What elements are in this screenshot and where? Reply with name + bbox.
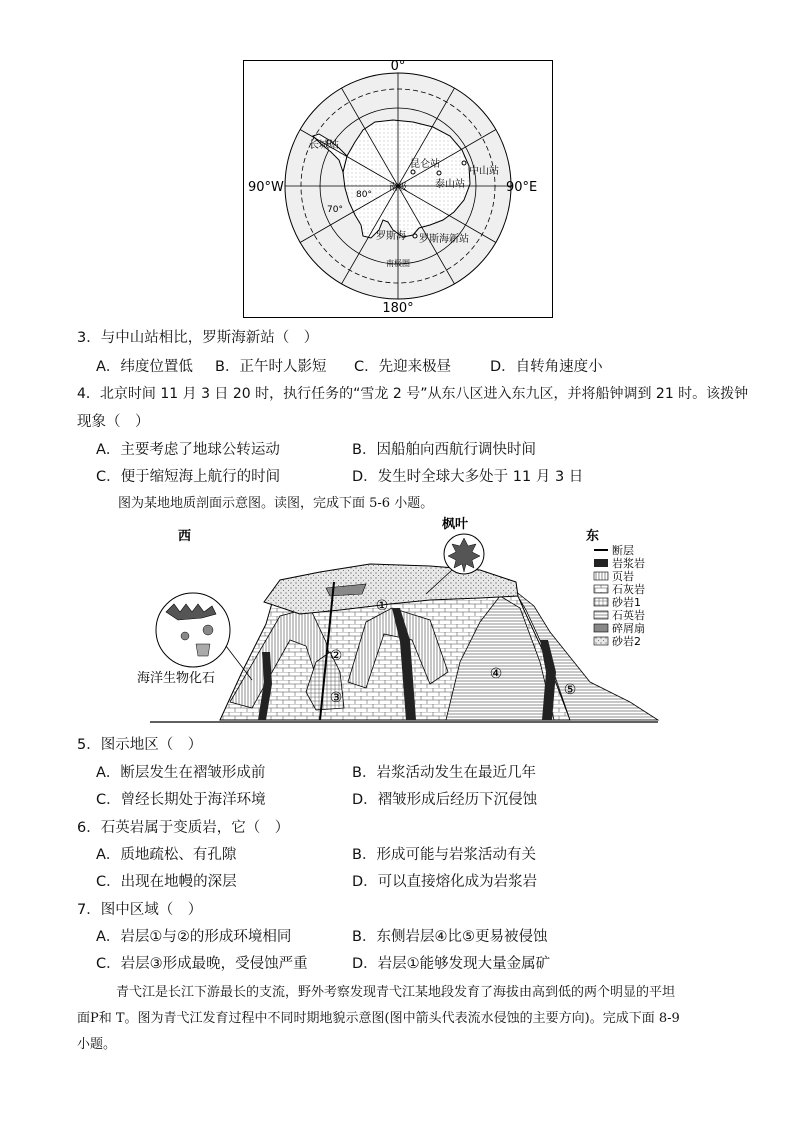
question-6-stem: 6．石英岩属于变质岩，它（ ） <box>77 820 290 836</box>
question-3-stem: 3．与中山站相比，罗斯海新站（ ） <box>77 330 319 346</box>
legend-swatch-debris <box>594 624 608 632</box>
legend-limestone: 石灰岩 <box>612 583 645 596</box>
legend-swatch-magma <box>594 559 608 567</box>
label-80: 80° <box>356 190 372 200</box>
legend-swatch-shale <box>594 572 608 580</box>
fossil-shell-icon-1 <box>181 632 189 640</box>
marine-fossil-label: 海洋生物化石 <box>137 671 216 686</box>
label-taishan: 泰山站 <box>435 179 465 190</box>
q6-option-c[interactable]: C．出现在地幔的深层 <box>96 874 237 890</box>
label-luosi-station: 罗斯海新站 <box>419 234 469 245</box>
q4-option-b[interactable]: B．因船舶向西航行调快时间 <box>352 442 536 458</box>
q6-option-d[interactable]: D．可以直接熔化成为岩浆岩 <box>352 874 538 890</box>
q7-option-c[interactable]: C．岩层③形成最晚，受侵蚀严重 <box>96 956 308 972</box>
luosi-station-dot <box>413 234 417 238</box>
legend-sandstone2: 砂岩2 <box>612 635 641 648</box>
q3-option-a[interactable]: A．纬度位置低 <box>96 359 193 375</box>
q4-option-c[interactable]: C．便于缩短海上航行的时间 <box>96 469 281 485</box>
label-luosi-sea: 罗斯海 <box>376 231 406 242</box>
geologic-cross-section <box>130 512 670 724</box>
antarctic-polar-map <box>243 60 553 318</box>
q4-option-a[interactable]: A．主要考虑了地球公转运动 <box>96 442 280 458</box>
fossil-callout <box>156 593 230 667</box>
q5-option-a[interactable]: A．断层发生在褶皱形成前 <box>96 765 266 781</box>
q3-option-d[interactable]: D．自转角速度小 <box>490 359 603 375</box>
intro-5-6: 图为某地地质剖面示意图。读图，完成下面 5-6 小题。 <box>118 496 434 511</box>
kunlun-station-dot <box>411 170 415 174</box>
label-changcheng: 长城站 <box>309 140 339 151</box>
q3-option-b[interactable]: B．正午时人影短 <box>215 359 327 375</box>
question-4-stem-line1: 4．北京时间 11 月 3 日 20 时，执行任务的“雪龙 2 号”从东八区进入东九区，并将船钟调到 21 时。该拨钟 <box>77 386 749 402</box>
east-label: 东 <box>586 529 600 544</box>
label-0-deg: 0° <box>390 60 406 74</box>
legend-sandstone1: 砂岩1 <box>612 596 641 609</box>
q7-option-a[interactable]: A．岩层①与②的形成环境相同 <box>96 929 292 945</box>
legend-quartzite: 石英岩 <box>612 609 645 622</box>
layer-label-1: ① <box>375 598 389 614</box>
fossil-shell-icon-2 <box>203 625 213 635</box>
legend-fault: 断层 <box>612 544 634 557</box>
legend-swatch-limestone <box>594 585 608 593</box>
legend-swatch-sandstone2 <box>594 637 608 645</box>
label-70: 70° <box>327 205 343 215</box>
label-90w: 90°W <box>248 180 284 195</box>
q6-option-b[interactable]: B．形成可能与岩浆活动有关 <box>352 847 536 863</box>
q4-option-d[interactable]: D．发生时全球大多处于 11 月 3 日 <box>352 469 584 485</box>
q3-option-c[interactable]: C．先迎来极昼 <box>354 359 452 375</box>
question-4-stem-line2: 现象（ ） <box>77 414 150 430</box>
layer-label-2: ② <box>329 648 343 664</box>
q5-option-b[interactable]: B．岩浆活动发生在最近几年 <box>352 765 536 781</box>
intro-8-9-line3: 小题。 <box>77 1037 117 1052</box>
legend-magma: 岩浆岩 <box>612 557 645 570</box>
legend-shale: 页岩 <box>612 570 634 583</box>
q5-option-d[interactable]: D．褶皱形成后经历下沉侵蚀 <box>352 792 538 808</box>
label-pole: 南极 <box>389 183 408 193</box>
label-90e: 90°E <box>506 180 538 195</box>
west-label: 西 <box>178 529 192 544</box>
question-5-stem: 5．图示地区（ ） <box>77 737 203 753</box>
label-antarctic-circle: 南极圈 <box>386 259 410 268</box>
q6-option-a[interactable]: A．质地疏松、有孔隙 <box>96 847 237 863</box>
layer-label-5: ⑤ <box>563 682 577 698</box>
label-zhongshan: 中山站 <box>469 166 499 177</box>
label-kunlun: 昆仑站 <box>410 159 440 170</box>
q7-option-d[interactable]: D．岩层①能够发现大量金属矿 <box>352 956 551 972</box>
layer-label-4: ④ <box>489 666 503 682</box>
q7-option-b[interactable]: B．东侧岩层④比⑤更易被侵蚀 <box>352 929 548 945</box>
zhongshan-station-dot <box>462 161 466 165</box>
q5-option-c[interactable]: C．曾经长期处于海洋环境 <box>96 792 266 808</box>
intro-8-9-line2: 面P和 T。图为青弋江发育过程中不同时期地貌示意图(图中箭头代表流水侵蚀的主要方向)。完成下面 8-9 <box>77 1011 680 1026</box>
intro-8-9-line1: 青弋江是长江下游最长的支流，野外考察发现青弋江某地段发育了海拔由高到低的两个明显的平坦 <box>116 985 676 1000</box>
legend-debris: 碎屑扇 <box>612 622 645 635</box>
fossil-coral-icon <box>196 644 210 656</box>
legend-swatch-sandstone1 <box>594 598 608 606</box>
layer-label-3: ③ <box>329 690 343 706</box>
maple-leaf-label: 枫叶 <box>441 517 469 532</box>
question-7-stem: 7．图中区域（ ） <box>77 902 203 918</box>
legend <box>594 543 645 648</box>
legend-swatch-quartzite <box>594 611 608 619</box>
label-180-deg: 180° <box>382 301 414 316</box>
taishan-station-dot <box>437 171 441 175</box>
